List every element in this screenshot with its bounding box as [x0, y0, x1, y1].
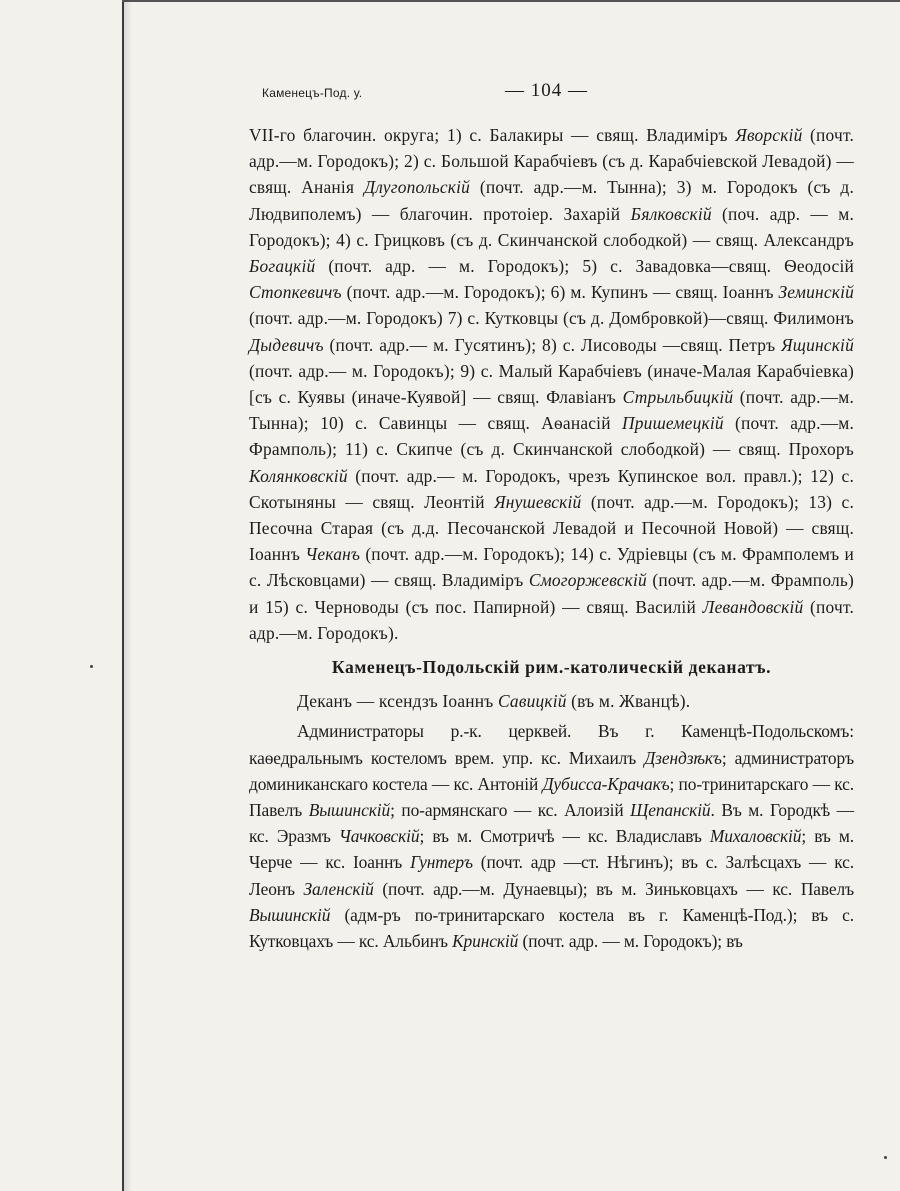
priest-name: Кринскій [452, 931, 519, 952]
section-heading: Каменецъ-Подольскій рим.-католическій деканатъ. [331, 657, 772, 678]
priest-name: Гунтеръ [410, 852, 473, 873]
priest-name: Заленскій [303, 878, 374, 899]
priest-name: Чеканъ [305, 544, 361, 565]
priest-name: Богацкій [249, 256, 316, 277]
priest-name: Вышинскій [249, 904, 331, 925]
priest-name: Михаловскій [709, 826, 802, 847]
priest-name: Земинскій [778, 282, 854, 303]
page-number: — 104 — [505, 80, 588, 101]
page-header [262, 80, 602, 106]
priest-name: Дубисса-Крачакъ [542, 773, 670, 794]
priest-name: Колянковскій [249, 465, 348, 486]
priest-name: Чачковскій [338, 826, 420, 847]
paragraph-administrators: Администраторы р.-к. церквей. Въ г. Каменцѣ-Подольскомъ: каѳедральнымъ костеломъ врем. упр. кс. Михаилъ Дзендзѣкъ; администраторъ доминиканскаго костела — кс. Антоній Дубисса-Крачакъ; по-тринитарскаго — кс. Павелъ Вышинскій; по-армянскаго — кс. Алоизій Щепанскій. Въ м. Городкѣ — кс. Эразмъ Чачковскій; въ м. Смотричѣ — кс. Владиславъ Михаловскій; въ м. Черче — кс. Іоаннъ Гунтеръ (почт. адр —ст. Нѣгинъ); въ с. Залѣсцахъ — кс. Леонъ Заленскій (почт. адр.—м. Дунаевцы); въ м. Зиньковцахъ — кс. Павелъ Вышинскій (адм-ръ по-тринитарскаго костела въ г. Каменцѣ-Под.); въ с. Кутковцахъ — кс. Альбинъ Кринскій (почт. адр. — м. Городокъ); въ [249, 721, 855, 952]
priest-name: Яворскій [735, 125, 803, 145]
priest-name: Ящинскій [781, 334, 854, 355]
priest-name: Бялковскій [630, 203, 712, 224]
priest-name: Янушевскій [494, 491, 582, 512]
priest-name: Дыдевичъ [249, 334, 324, 355]
priest-name: Стопкевичъ [249, 282, 342, 303]
page-body [249, 122, 854, 954]
priest-name: Смогоржевскій [528, 570, 647, 591]
paragraph-deanery-vii: VII-го благочин. округа; 1) с. Балакиры — свящ. Владиміръ Яворскій (почт. адр.—м. Городокъ); 2) с. Большой Карабчіевъ (съ д. Карабчіевской Левадой) — свящ. Ананія Длугопольскій (почт. адр.—м. Тынна); 3) м. Городокъ (съ д. Людвиполемъ) — благочин. протоіер. Захарій Бялковскій (поч. адр. — м. Городокъ); 4) с. Грицковъ (съ д. Скинчанской слободкой) — свящ. Александръ Богацкій (почт. адр. — м. Городокъ); 5) с. Завадовка—свящ. Ѳеодосій Стопкевичъ (почт. адр.—м. Городокъ); 6) м. Купинъ — свящ. Іоаннъ Земинскій (почт. адр.—м. Городокъ) 7) с. Кутковцы (съ д. Домбровкой)—свящ. Филимонъ Дыдевичъ (почт. адр.— м. Гусятинъ); 8) с. Лисоводы —свящ. Петръ Ящинскій (почт. адр.— м. Городокъ); 9) с. Малый Карабчіевъ (иначе-Малая Карабчіевка) [съ с. Куявы (иначе-Куявой] — свящ. Флавіанъ Стрыльбицкій (почт. адр.—м. Тынна); 10) с. Савинцы — свящ. Аѳанасій Пришемецкій (почт. адр.—м. Фрамполь); 11) с. Скипче (съ д. Скинчанской слободкой) — свящ. Прохоръ Колянковскій (почт. адр.— м. Городокъ, чрезъ Купинское вол. правл.); 12) с. Скотыняны — свящ. Леонтій Янушевскій (почт. адр.—м. Городокъ); 13) с. Песочна Старая (съ д.д. Песочанской Левадой и Песочной Новой) — свящ. Іоаннъ Чеканъ (почт. адр.—м. Городокъ); 14) с. Удріевцы (съ м. Фрамполемъ и с. Лѣсковцами) — свящ. Владиміръ Смогоржевскій (почт. адр.—м. Фрамполь) и 15) с. Черноводы (съ пос. Папирной) — свящ. Василій Левандовскій (почт. адр.—м. Городокъ). [249, 125, 855, 643]
priest-name: Стрыльбицкій [622, 387, 734, 408]
priest-name: Вышинскій [308, 800, 391, 821]
priest-name: Левандовскій [702, 596, 804, 617]
binding-shadow [124, 0, 132, 1191]
paragraph-dean: Деканъ — ксендзъ Іоаннъ Савицкій (въ м. Жванцѣ). [297, 691, 691, 712]
priest-name: Щепанскій [630, 800, 711, 821]
scan-speck [90, 665, 93, 668]
page-top-edge [122, 0, 900, 2]
priest-name: Длугопольскій [363, 177, 471, 198]
priest-name: Пришемецкій [622, 413, 724, 434]
priest-name: Дзендзѣкъ [644, 747, 722, 768]
scan-speck [884, 1156, 887, 1159]
running-head: Каменецъ-Под. у. [262, 86, 363, 100]
priest-name: Савицкій [498, 691, 567, 712]
